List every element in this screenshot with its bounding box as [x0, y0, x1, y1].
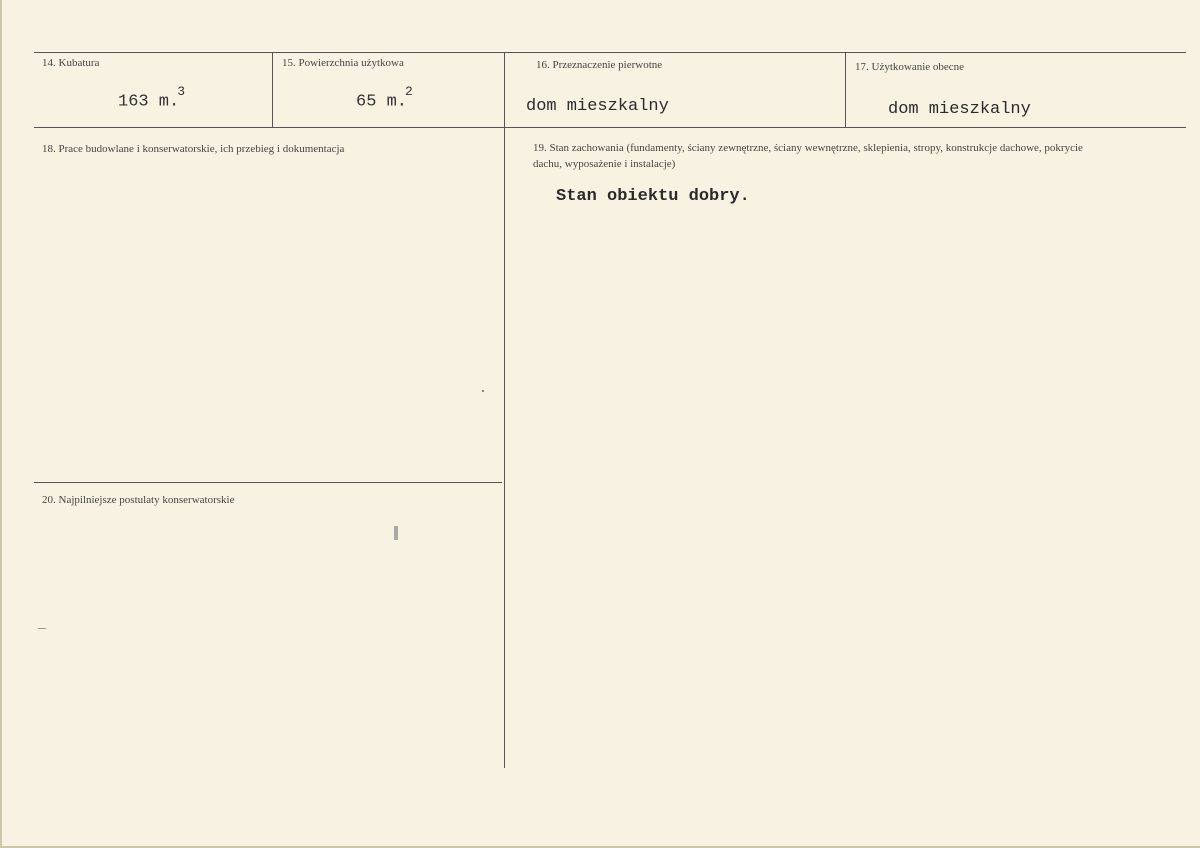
col-divider-2: [504, 52, 505, 768]
powierzchnia-value-text: 65 m.: [356, 92, 408, 112]
row-divider-top: [34, 127, 1186, 128]
stray-dot: [482, 390, 484, 392]
top-rule: [34, 52, 1186, 53]
powierzchnia-value: [356, 84, 413, 112]
przeznaczenie-value: dom mieszkalny: [526, 97, 669, 116]
uzytkowanie-label: 17. Użytkowanie obecne: [855, 61, 965, 73]
kubatura-label: 14. Kubatura: [42, 57, 100, 69]
przeznaczenie-label: 16. Przeznaczenie pierwotne: [536, 59, 663, 71]
stan-label: 19. Stan zachowania (fundamenty, ściany zewnętrzne, ściany wewnętrzne, sklepienia, stropy, konstrukcje dachowe, pokrycie dachu, wyposażenie i instalacje): [533, 142, 1083, 170]
powierzchnia-label: 15. Powierzchnia użytkowa: [282, 57, 404, 69]
col-divider-3: [845, 52, 846, 127]
stray-dash: [38, 628, 46, 629]
col-divider-1: [272, 52, 273, 127]
powierzchnia-value-exponent: 2: [405, 84, 413, 99]
row-divider-left-mid: [34, 482, 502, 483]
kubatura-value-text: 163 m.: [118, 92, 180, 112]
postulaty-label: 20. Najpilniejsze postulaty konserwatorskie: [42, 494, 235, 506]
prace-label: 18. Prace budowlane i konserwatorskie, ich przebieg i dokumentacja: [42, 143, 345, 155]
kubatura-value: [118, 84, 186, 112]
stan-value: Stan obiektu dobry.: [556, 187, 750, 206]
uzytkowanie-value: dom mieszkalny: [888, 100, 1031, 119]
kubatura-value-exponent: 3: [177, 84, 186, 99]
stray-mark: [394, 526, 398, 540]
